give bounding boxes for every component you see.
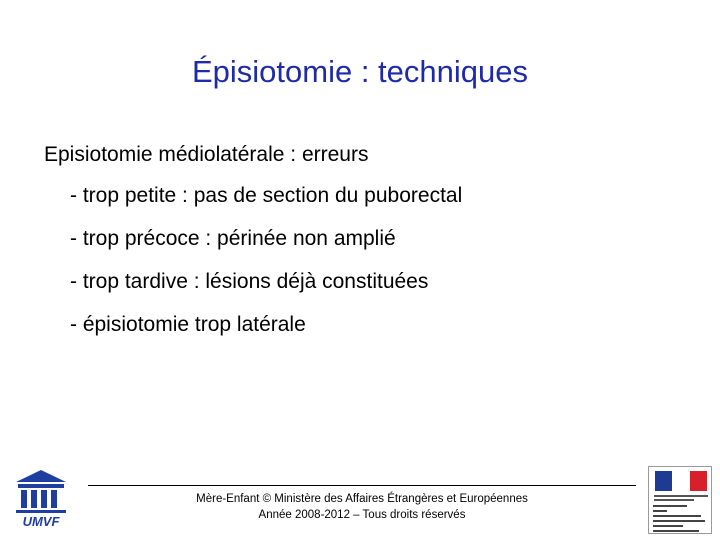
section-heading: Episiotomie médiolatérale : erreurs	[44, 143, 369, 166]
ministry-logo	[648, 466, 712, 534]
bullet-item: - épisiotomie trop latérale	[70, 313, 306, 336]
bullet-item: - trop précoce : périnée non amplié	[70, 227, 396, 250]
bullet-list	[70, 181, 462, 353]
footer-divider	[88, 485, 636, 486]
footer-line-1: Mère-Enfant © Ministère des Affaires Étrangères et Européennes	[196, 493, 528, 505]
bullet-item: - trop tardive : lésions déjà constituées	[70, 270, 429, 293]
footer-copyright	[88, 491, 636, 523]
umvf-logo	[12, 468, 70, 530]
bullet-item: - trop petite : pas de section du puborectal	[70, 184, 463, 207]
footer-line-2: Année 2008-2012 – Tous droits réservés	[258, 509, 466, 521]
french-flag-icon	[655, 471, 707, 491]
umvf-logo-text: UMVF	[22, 514, 60, 529]
slide-title: Épisiotomie : techniques	[191, 54, 529, 89]
